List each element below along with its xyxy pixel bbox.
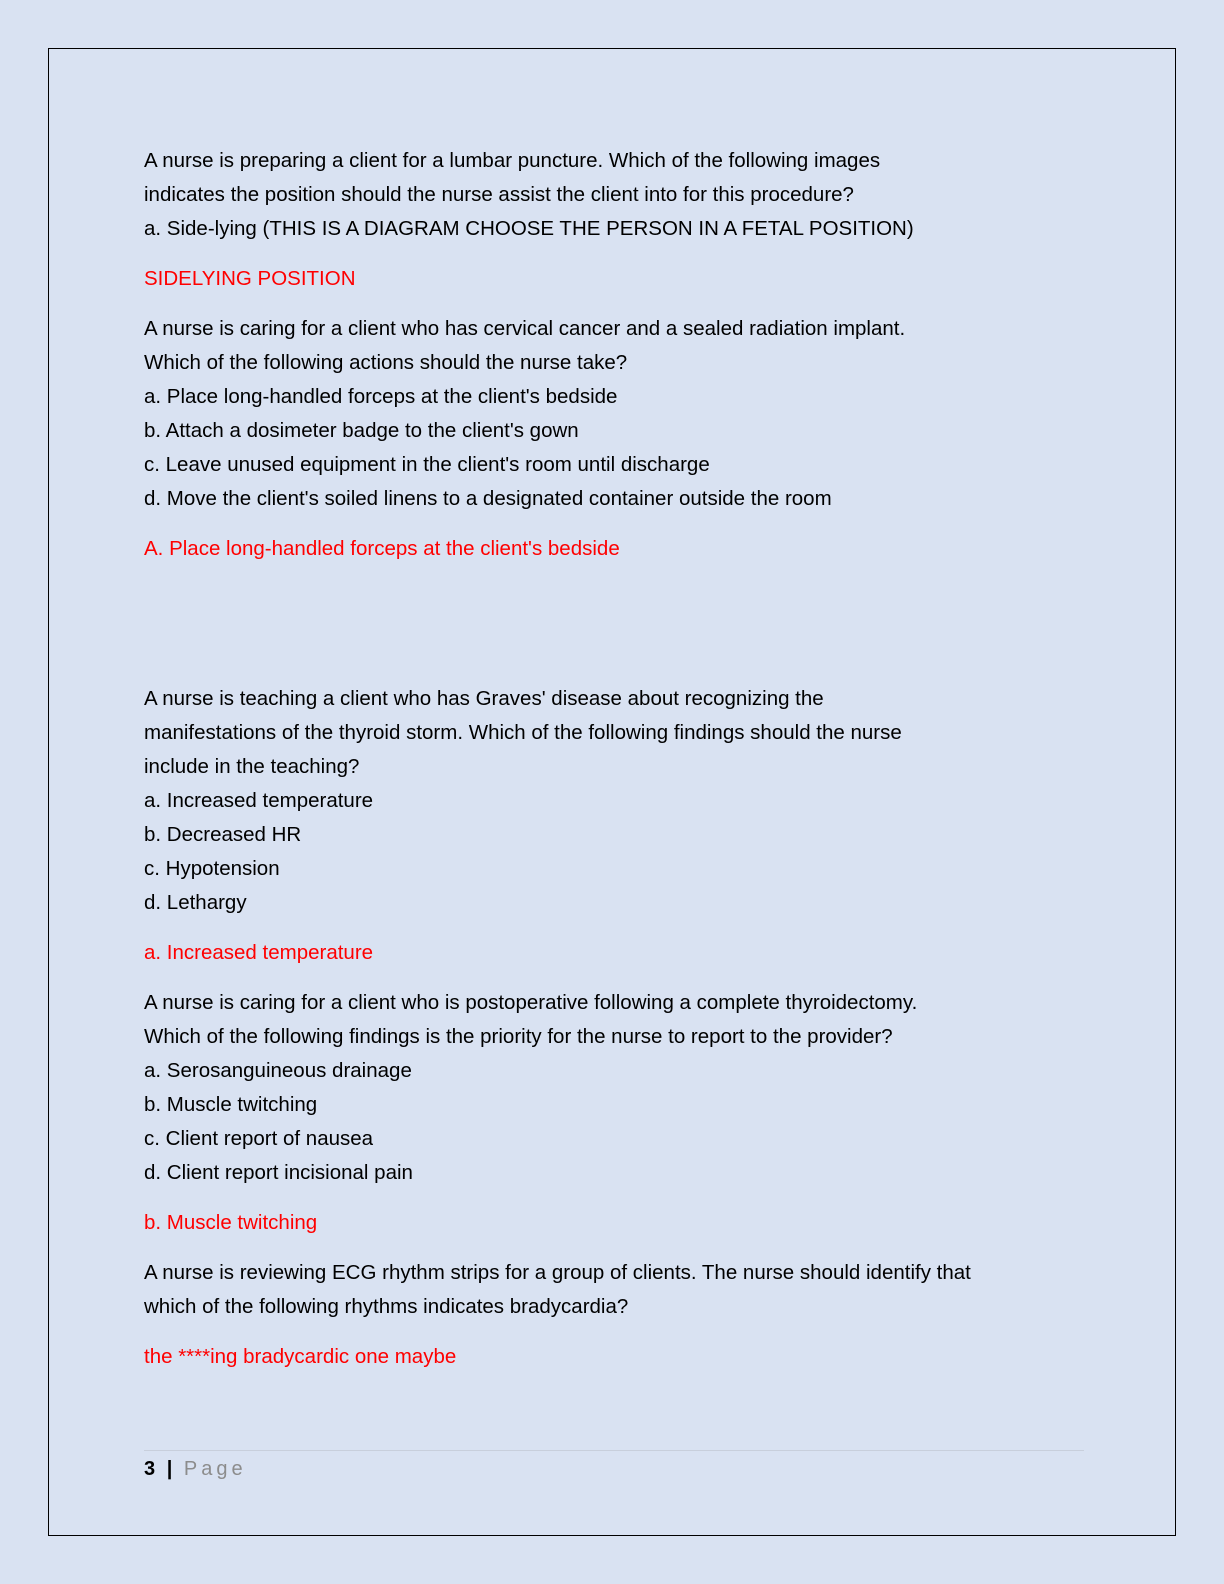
question-4-line-1: A nurse is caring for a client who is postoperative following a complete thyroidectomy.	[144, 991, 918, 1014]
question-2	[144, 312, 1084, 566]
question-2-option-c: c. Leave unused equipment in the client's room until discharge	[144, 453, 710, 476]
question-3-option-a: a. Increased temperature	[144, 789, 374, 812]
question-3-option-c: c. Hypotension	[144, 857, 280, 880]
footer-separator: |	[166, 1458, 173, 1480]
question-3-line-1: A nurse is teaching a client who has Graves' disease about recognizing the	[144, 687, 824, 710]
page-label: Page	[183, 1458, 247, 1480]
question-1-line-2: indicates the position should the nurse assist the client into for this procedure?	[144, 183, 854, 206]
question-4-option-d: d. Client report incisional pain	[144, 1161, 413, 1184]
question-4-answer: b. Muscle twitching	[144, 1211, 318, 1234]
page-number: 3	[144, 1458, 156, 1480]
question-2-option-b: b. Attach a dosimeter badge to the client's gown	[144, 419, 579, 442]
question-1-answer: SIDELYING POSITION	[144, 267, 356, 290]
question-5-line-1: A nurse is reviewing ECG rhythm strips for a group of clients. The nurse should identify that	[144, 1261, 971, 1284]
spacer	[144, 582, 1084, 682]
question-4-option-b: b. Muscle twitching	[144, 1093, 318, 1116]
question-4	[144, 986, 1084, 1240]
question-5	[144, 1256, 1084, 1374]
page-content	[144, 144, 1084, 1390]
footer-divider	[144, 1450, 1084, 1451]
question-4-option-a: a. Serosanguineous drainage	[144, 1059, 412, 1082]
question-1	[144, 144, 1084, 296]
question-2-line-2: Which of the following actions should the nurse take?	[144, 351, 628, 374]
question-4-option-c: c. Client report of nausea	[144, 1127, 374, 1150]
question-3	[144, 682, 1084, 970]
question-1-option-a: a. Side-lying (THIS IS A DIAGRAM CHOOSE THE PERSON IN A FETAL POSITION)	[144, 217, 914, 240]
question-3-option-b: b. Decreased HR	[144, 823, 302, 846]
question-1-line-1: A nurse is preparing a client for a lumbar puncture. Which of the following images	[144, 149, 881, 172]
question-3-answer: a. Increased temperature	[144, 941, 374, 964]
question-3-line-2: manifestations of the thyroid storm. Which of the following findings should the nurse	[144, 721, 902, 744]
question-3-option-d: d. Lethargy	[144, 891, 247, 914]
question-5-answer: the ****ing bradycardic one maybe	[144, 1345, 457, 1368]
question-2-line-1: A nurse is caring for a client who has cervical cancer and a sealed radiation implant.	[144, 317, 906, 340]
page-footer	[144, 1456, 247, 1482]
question-2-option-d: d. Move the client's soiled linens to a designated container outside the room	[144, 487, 832, 510]
question-3-line-3: include in the teaching?	[144, 755, 360, 778]
question-4-line-2: Which of the following findings is the priority for the nurse to report to the provider?	[144, 1025, 893, 1048]
question-5-line-2: which of the following rhythms indicates bradycardia?	[144, 1295, 629, 1318]
question-2-option-a: a. Place long-handled forceps at the client's bedside	[144, 385, 618, 408]
question-2-answer: A. Place long-handled forceps at the client's bedside	[144, 537, 620, 560]
